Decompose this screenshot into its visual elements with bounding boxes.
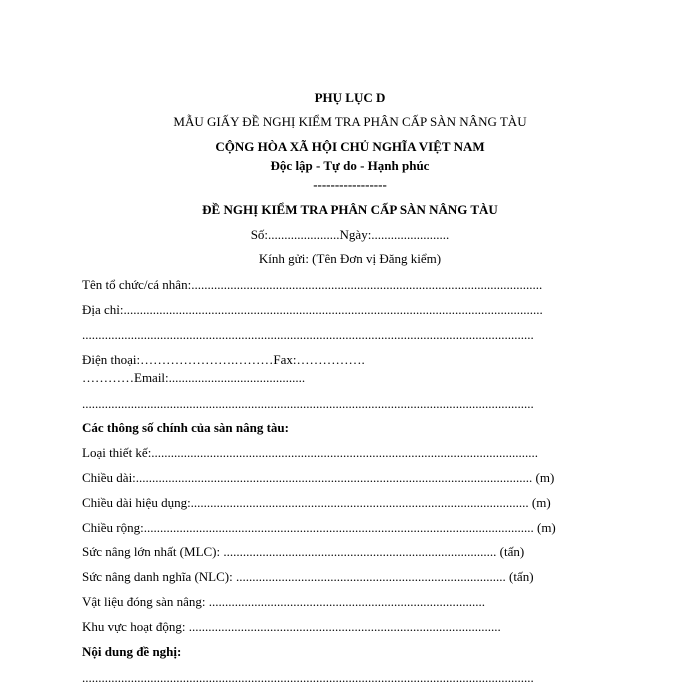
length-field: Chiều dài:.......................................................................................................................... (m) (82, 470, 555, 485)
appendix-label: PHỤ LỤC D (314, 90, 386, 105)
nation-name: CỘNG HÒA XÃ HỘI CHỦ NGHĨA VIỆT NAM (215, 139, 485, 154)
org-name-field: Tên tổ chức/cá nhân:............................................................................................................ (82, 277, 543, 292)
operation-area-field: Khu vực hoạt động: ................................................................................................ (82, 619, 501, 634)
material-field: Vật liệu đóng sàn nâng: ..................................................................................... (82, 594, 485, 609)
address-continuation: ........................................................................................................................................... (82, 327, 534, 342)
document-title: ĐỀ NGHỊ KIỂM TRA PHÂN CẤP SÀN NÂNG TÀU (202, 202, 498, 217)
width-field: Chiều rộng:........................................................................................................................ (m) (82, 520, 556, 535)
mlc-field: Sức nâng lớn nhất (MLC): .................................................................................... (tấn) (82, 544, 525, 559)
form-title: MẪU GIẤY ĐỀ NGHỊ KIỂM TRA PHÂN CẤP SÀN NÂNG TÀU (173, 114, 527, 129)
request-line-1: ........................................................................................................................................... (82, 670, 534, 685)
request-heading: Nội dung đề nghị: (82, 644, 182, 659)
nlc-field: Sức nâng danh nghĩa (NLC): ................................................................................... (tấn) (82, 569, 534, 584)
design-type-field: Loại thiết kế:....................................................................................................................... (82, 445, 539, 460)
recipient-line: Kính gửi: (Tên Đơn vị Đăng kiểm) (258, 251, 442, 266)
effective-length-field: Chiều dài hiệu dụng:........................................................................................................ (m) (82, 495, 551, 510)
motto-separator: ----------------- (313, 177, 387, 192)
number-date-line: Số:......................Ngày:........................ (250, 227, 450, 242)
specs-heading: Các thông số chính của sàn nâng tàu: (82, 420, 289, 435)
address-field: Địa chỉ:................................................................................................................................. (82, 302, 543, 317)
email-field: …………Email:.......................................... (82, 370, 306, 385)
nation-motto: Độc lập - Tự do - Hạnh phúc (270, 158, 430, 173)
phone-fax-field: Điện thoại:………………….………Fax:……………. (82, 352, 365, 367)
applicant-extra-line: ........................................................................................................................................... (82, 396, 534, 411)
